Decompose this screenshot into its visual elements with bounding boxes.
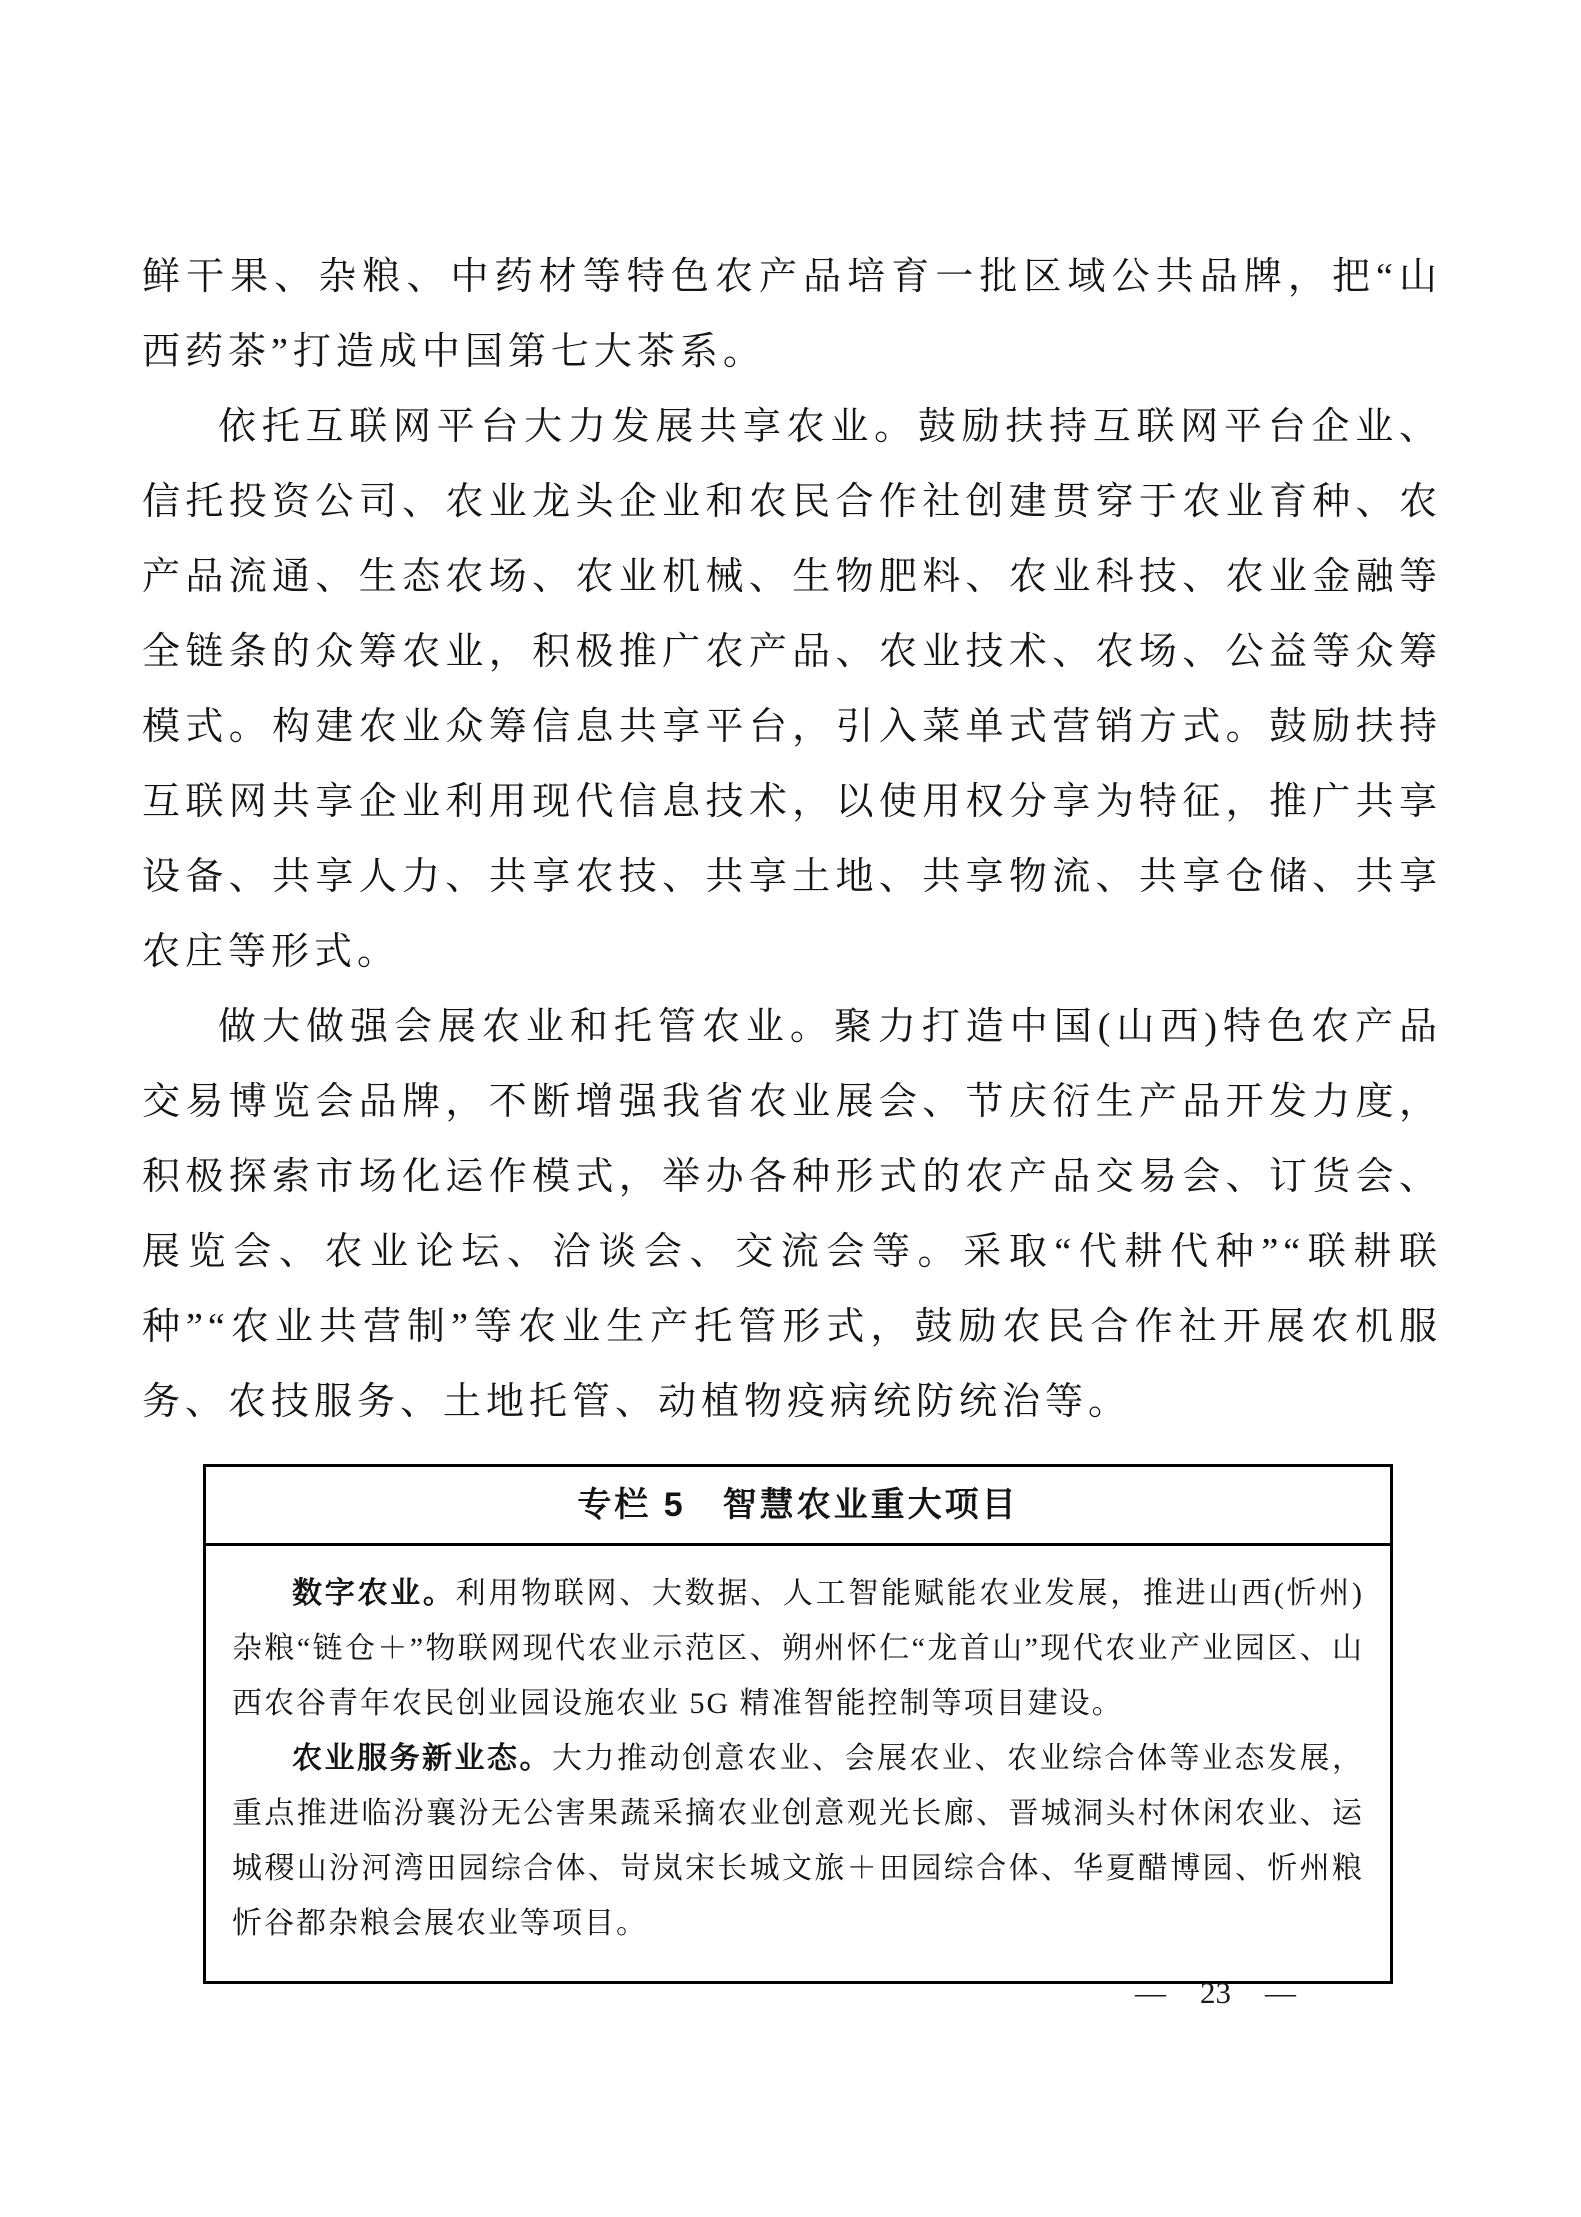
callout-item-lead: 数字农业。: [292, 1577, 456, 1610]
callout-item-digital-agriculture: [232, 1566, 1364, 1731]
callout-title: 专栏 5 智慧农业重大项目: [206, 1467, 1390, 1546]
body-paragraph-1: 鲜干果、杂粮、中药材等特色农产品培育一批区域公共品牌，把“山西药茶”打造成中国第七大茶系。: [142, 256, 1442, 373]
folio-left-dash: —: [1135, 1975, 1166, 2010]
callout-item-lead: 农业服务新业态。: [292, 1742, 552, 1775]
body-text: [142, 240, 1442, 1984]
callout-item-agri-services: [232, 1731, 1364, 1951]
callout-item-text: 利用物联网、大数据、人工智能赋能农业发展，推进山西(忻州)杂粮“链仓＋”物联网现代农业示范区、朔州怀仁“龙首山”现代农业产业园区、山西农谷青年农民创业园设施农业 5G 精准智能控制等项目建设。: [232, 1577, 1364, 1720]
folio-number: 23: [1200, 1975, 1231, 2010]
page-number: [1135, 1975, 1296, 2011]
body-paragraph-3: 做大做强会展农业和托管农业。聚力打造中国(山西)特色农产品交易博览会品牌，不断增强我省农业展会、节庆衍生产品开发力度，积极探索市场化运作模式，举办各种形式的农产品交易会、订货会、展览会、农业论坛、洽谈会、交流会等。采取“代耕代种”“联耕联种”“农业共营制”等农业生产托管形式，鼓励农民合作社开展农机服务、农技服务、土地托管、动植物疫病统防统治等。: [142, 1006, 1442, 1423]
body-paragraph-2: 依托互联网平台大力发展共享农业。鼓励扶持互联网平台企业、信托投资公司、农业龙头企业和农民合作社创建贯穿于农业育种、农产品流通、生态农场、农业机械、生物肥料、农业科技、农业金融等全链条的众筹农业，积极推广农产品、农业技术、农场、公益等众筹模式。构建农业众筹信息共享平台，引入菜单式营销方式。鼓励扶持互联网共享企业利用现代信息技术，以使用权分享为特征，推广共享设备、共享人力、共享农技、共享土地、共享物流、共享仓储、共享农庄等形式。: [142, 406, 1442, 973]
callout-body: [206, 1546, 1390, 1981]
folio-right-dash: —: [1265, 1975, 1296, 2010]
callout-item-text: 大力推动创意农业、会展农业、农业综合体等业态发展，重点推进临汾襄汾无公害果蔬采摘农业创意观光长廊、晋城洞头村休闲农业、运城稷山汾河湾田园综合体、岢岚宋长城文旅＋田园综合体、华夏醋博园、忻州粮忻谷都杂粮会展农业等项目。: [232, 1742, 1364, 1940]
callout-box: [203, 1464, 1393, 1984]
